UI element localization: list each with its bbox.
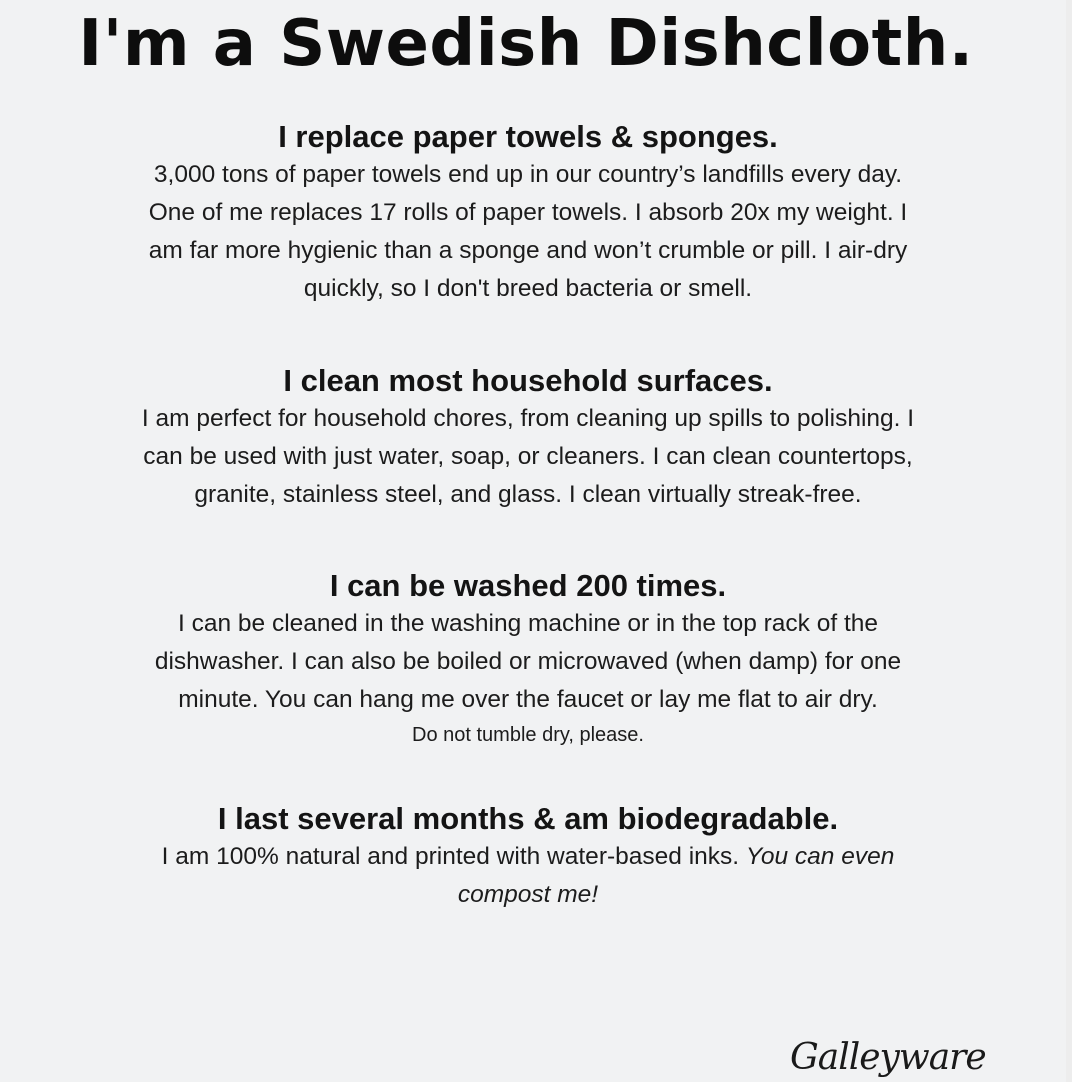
body-line: I am perfect for household chores, from cleaning up spills to polishing. I xyxy=(141,405,915,432)
body-text-italic: You can even xyxy=(745,843,895,870)
body-line: One of me replaces 17 rolls of paper towels. I absorb 20x my weight. I xyxy=(148,199,908,226)
section-body xyxy=(0,838,1056,914)
section-body xyxy=(0,156,1056,308)
page-title: I'm a Swedish Dishcloth. xyxy=(78,7,974,81)
section-body xyxy=(0,605,1056,719)
section-heading: I clean most household surfaces. xyxy=(283,363,773,398)
body-line: quickly, so I don't breed bacteria or smell. xyxy=(303,275,753,302)
brand-logo: Galleyware xyxy=(790,1037,986,1078)
section-heading: I can be washed 200 times. xyxy=(329,568,727,603)
section-biodegradable xyxy=(0,800,1056,914)
body-line: minute. You can hang me over the faucet or lay me flat to air dry. xyxy=(178,686,878,713)
section-surfaces xyxy=(0,362,1056,514)
body-line: can be used with just water, soap, or cleaners. I can clean countertops, xyxy=(143,443,913,470)
body-line-italic: compost me! xyxy=(457,881,599,908)
body-text: I am 100% natural and printed with water-based inks. xyxy=(161,843,746,870)
body-line: granite, stainless steel, and glass. I clean virtually streak-free. xyxy=(194,481,862,508)
body-line: I can be cleaned in the washing machine or in the top rack of the xyxy=(177,610,879,637)
section-body xyxy=(0,400,1056,514)
body-line: 3,000 tons of paper towels end up in our country’s landfills every day. xyxy=(153,161,903,188)
section-note: Do not tumble dry, please. xyxy=(412,724,644,746)
body-line: am far more hygienic than a sponge and won’t crumble or pill. I air-dry xyxy=(148,237,908,264)
section-heading: I last several months & am biodegradable. xyxy=(217,801,839,836)
section-heading: I replace paper towels & sponges. xyxy=(278,119,778,154)
section-paper-towels xyxy=(0,118,1056,308)
section-washing xyxy=(0,567,1056,751)
body-line: dishwasher. I can also be boiled or microwaved (when damp) for one xyxy=(154,648,902,675)
body-line xyxy=(0,838,1056,876)
